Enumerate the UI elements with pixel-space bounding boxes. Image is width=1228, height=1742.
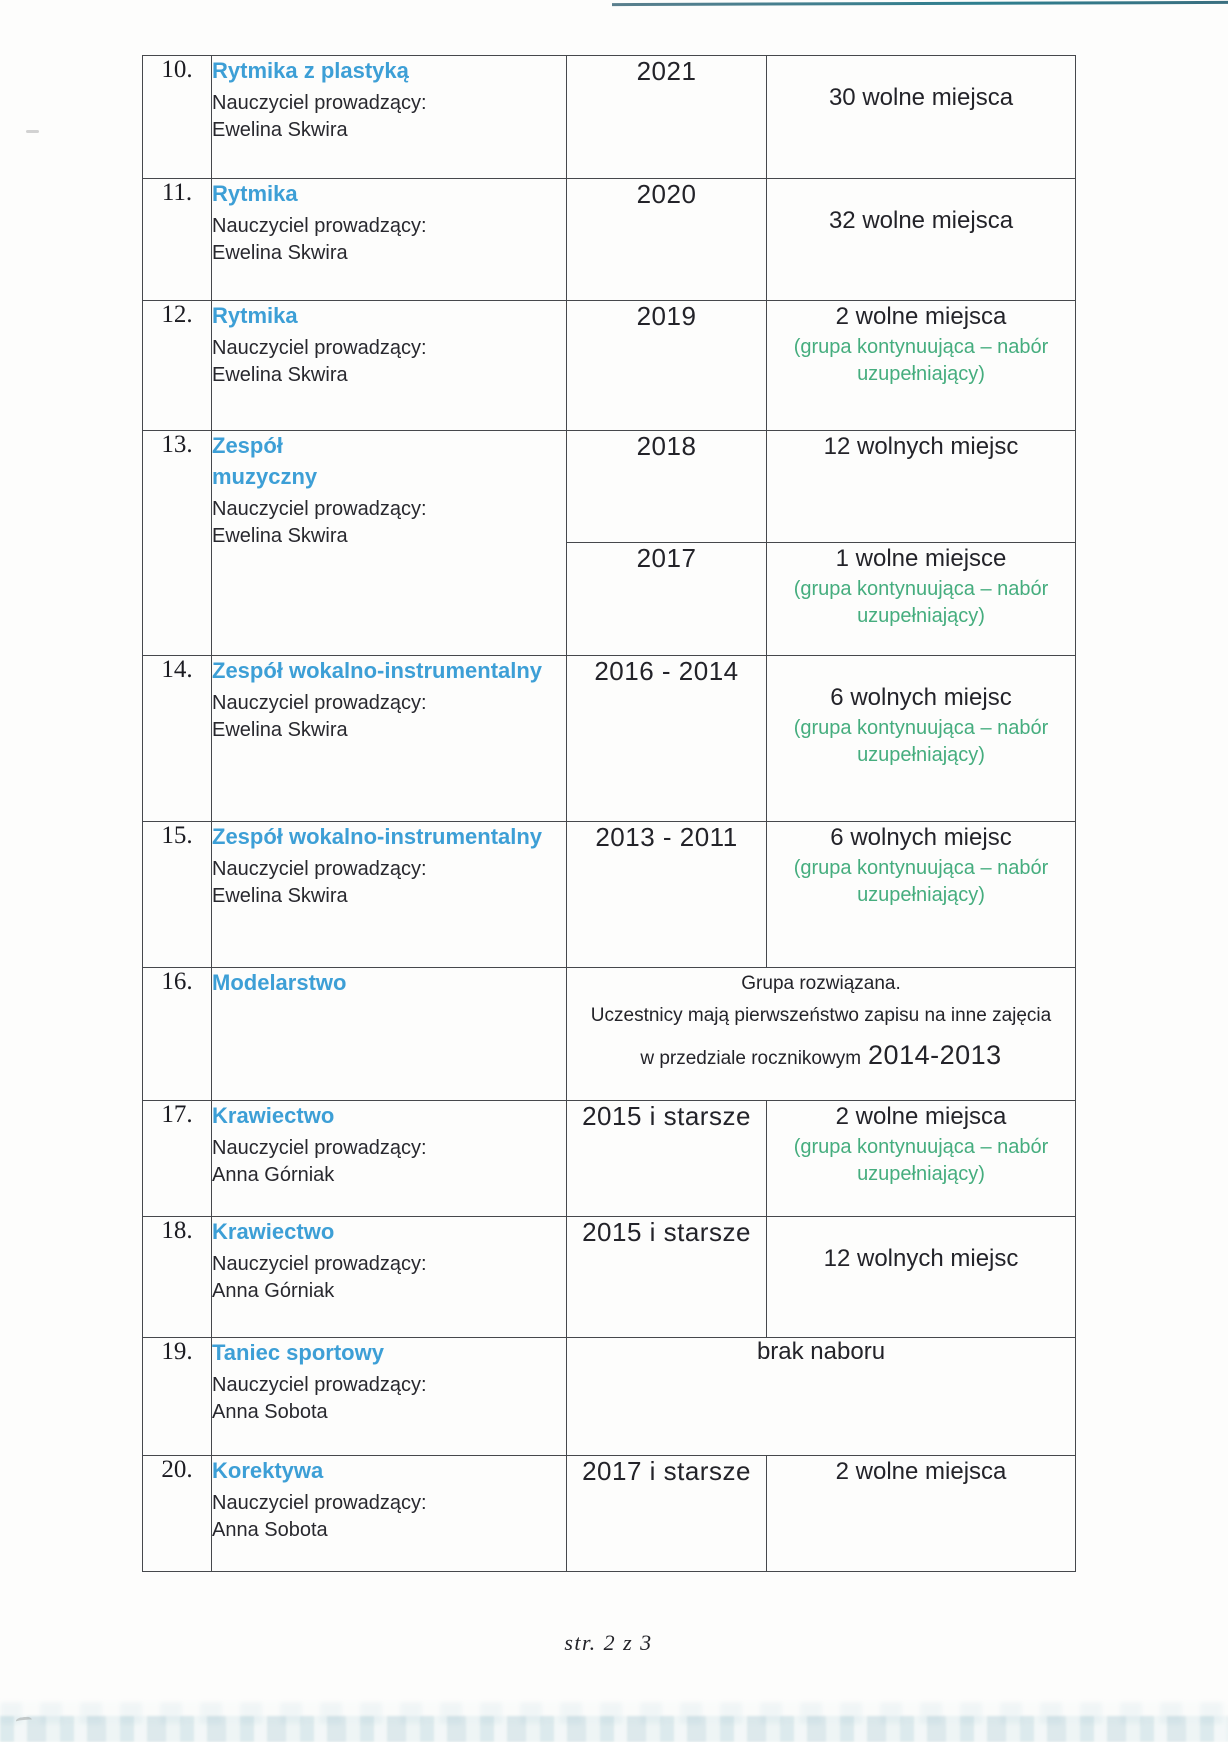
teacher-label: Nauczyciel prowadzący: — [212, 214, 427, 237]
teacher-name: Anna Górniak — [212, 1280, 335, 1303]
free-places: 2 wolne miejsca — [835, 303, 1007, 330]
year-group: 2013 - 2011 — [567, 822, 767, 968]
year-group: 2016 - 2014 — [567, 656, 767, 822]
group-note: (grupa kontynuująca – nabór uzupełniający) — [793, 717, 1049, 766]
teacher-name: Anna Sobota — [212, 1401, 328, 1424]
activity-title: Rytmika — [212, 181, 298, 206]
scan-artifact-band — [0, 1716, 1228, 1742]
table-row — [143, 1456, 1076, 1572]
table-row — [143, 1101, 1076, 1217]
activity-title: Modelarstwo — [212, 970, 347, 995]
teacher-label: Nauczyciel prowadzący: — [212, 691, 427, 714]
year-group: 2019 — [567, 301, 767, 431]
activity-title: Zespół wokalno-instrumentalny — [212, 824, 543, 849]
teacher-label: Nauczyciel prowadzący: — [212, 336, 427, 359]
activity-title: Krawiectwo — [212, 1103, 335, 1128]
teacher-name: Ewelina Skwira — [212, 885, 348, 908]
free-places: 32 wolne miejsca — [828, 207, 1014, 234]
year-group: 2018 — [567, 431, 767, 543]
free-places: 12 wolnych miejsc — [823, 433, 1019, 460]
teacher-name: Anna Górniak — [212, 1164, 335, 1187]
no-recruitment-note: brak naboru — [567, 1338, 1076, 1456]
year-group: 2015 i starsze — [567, 1101, 767, 1217]
table-row — [143, 656, 1076, 822]
free-places: 1 wolne miejsce — [835, 545, 1007, 572]
year-range: 2014-2013 — [868, 1039, 1002, 1070]
dissolved-group-note — [567, 1033, 1075, 1079]
teacher-name: Ewelina Skwira — [212, 242, 348, 265]
table-row — [143, 179, 1076, 301]
row-number: 19. — [143, 1338, 212, 1456]
row-number: 18. — [143, 1217, 212, 1338]
free-places: 30 wolne miejsca — [828, 84, 1014, 111]
page-number: str. 2 z 3 — [564, 1630, 653, 1655]
teacher-label: Nauczyciel prowadzący: — [212, 1136, 427, 1159]
activity-title: Korektywa — [212, 1458, 324, 1483]
table-row — [143, 1338, 1076, 1456]
row-number: 16. — [143, 968, 212, 1101]
dissolved-group-note: Uczestnicy mają pierwszeństwo zapisu na inne zajęcia — [590, 1005, 1052, 1027]
group-note: (grupa kontynuująca – nabór uzupełniający) — [793, 336, 1049, 385]
teacher-label: Nauczyciel prowadzący: — [212, 857, 427, 880]
free-places: 6 wolnych miejsc — [830, 684, 1012, 711]
row-number: 15. — [143, 822, 212, 968]
teacher-name: Ewelina Skwira — [212, 719, 348, 742]
year-group: 2021 — [567, 56, 767, 179]
table-row — [143, 822, 1076, 968]
activities-table — [142, 55, 1076, 1572]
activity-title: Rytmika — [212, 303, 298, 328]
group-note: (grupa kontynuująca – nabór uzupełniający) — [793, 857, 1049, 906]
group-note: (grupa kontynuująca – nabór uzupełniający) — [793, 578, 1049, 627]
top-accent-line — [612, 1, 1228, 6]
teacher-label: Nauczyciel prowadzący: — [212, 1491, 427, 1514]
activity-title: Taniec sportowy — [212, 1340, 384, 1365]
year-group: 2017 i starsze — [567, 1456, 767, 1572]
teacher-label: Nauczyciel prowadzący: — [212, 1252, 427, 1275]
table-row — [143, 301, 1076, 431]
teacher-label: Nauczyciel prowadzący: — [212, 497, 427, 520]
free-places: 2 wolne miejsca — [835, 1458, 1007, 1485]
year-group: 2017 — [567, 543, 767, 656]
teacher-name: Ewelina Skwira — [212, 119, 348, 142]
row-number: 20. — [143, 1456, 212, 1572]
year-range-prefix: w przedziale rocznikowym — [640, 1047, 862, 1069]
table-row — [143, 431, 1076, 543]
table-row — [143, 56, 1076, 179]
activity-title: Rytmika z plastyką — [212, 58, 409, 83]
teacher-label: Nauczyciel prowadzący: — [212, 1373, 427, 1396]
table-row — [143, 1217, 1076, 1338]
dissolved-group-note: Grupa rozwiązana. — [741, 973, 901, 994]
free-places: 12 wolnych miejsc — [823, 1245, 1019, 1272]
activity-title: Zespół muzyczny — [212, 433, 318, 489]
group-note: (grupa kontynuująca – nabór uzupełniający) — [793, 1136, 1049, 1185]
row-number: 17. — [143, 1101, 212, 1217]
teacher-name: Ewelina Skwira — [212, 525, 348, 548]
row-number: 13. — [143, 431, 212, 656]
free-places: 2 wolne miejsca — [835, 1103, 1007, 1130]
activity-title: Zespół wokalno-instrumentalny — [212, 658, 543, 683]
year-group: 2020 — [567, 179, 767, 301]
year-group: 2015 i starsze — [567, 1217, 767, 1338]
row-number: 10. — [143, 56, 212, 179]
teacher-name: Ewelina Skwira — [212, 364, 348, 387]
row-number: 12. — [143, 301, 212, 431]
scan-artifact — [26, 130, 39, 133]
teacher-name: Anna Sobota — [212, 1519, 328, 1542]
row-number: 11. — [143, 179, 212, 301]
activity-title: Krawiectwo — [212, 1219, 335, 1244]
free-places: 6 wolnych miejsc — [830, 824, 1012, 851]
teacher-label: Nauczyciel prowadzący: — [212, 91, 427, 114]
row-number: 14. — [143, 656, 212, 822]
table-row — [143, 968, 1076, 1101]
